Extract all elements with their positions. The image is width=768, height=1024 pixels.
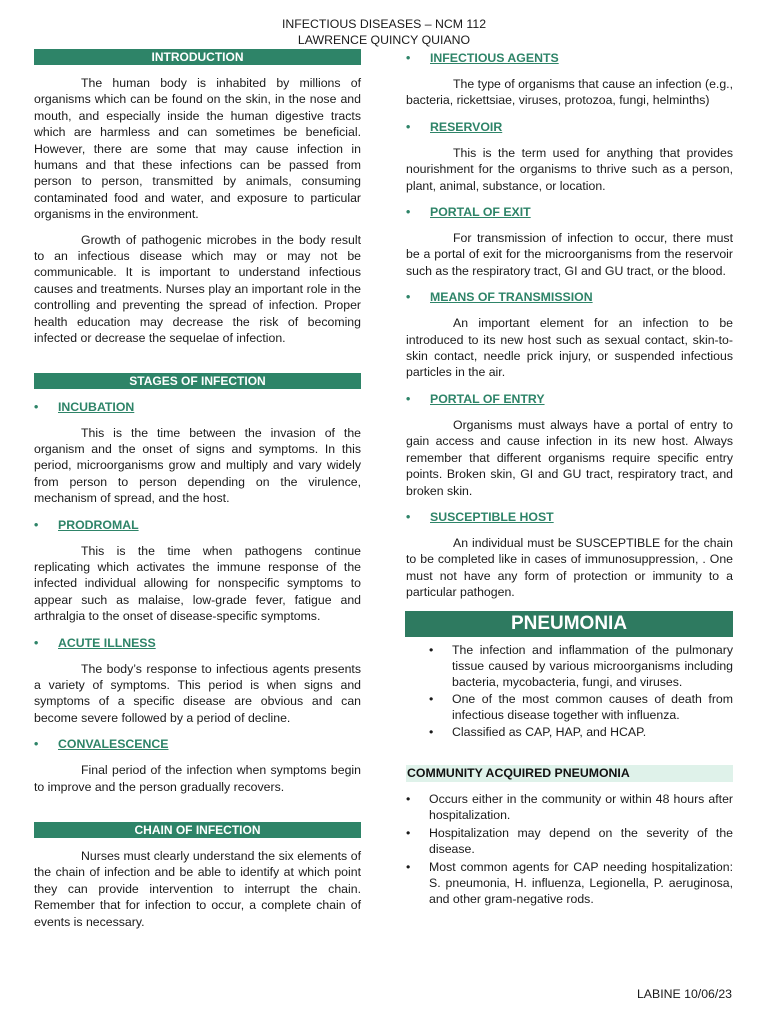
stages-heading: STAGES OF INFECTION xyxy=(34,373,361,389)
list-item: • Most common agents for CAP needing hospitalization: S. pneumonia, H. influenza, Legionella, P. aeruginosa, and other gram-negative rods. xyxy=(406,859,733,907)
element-heading-portal-of-exit: • PORTAL OF EXIT xyxy=(406,205,531,220)
bullet-icon: • xyxy=(406,205,411,220)
left-column xyxy=(34,49,361,930)
stage-text-acute-illness: The body’s response to infectious agents presents a variety of symptoms. This period is when signs and symptoms of a specific disease are obvious and can become severe followed by a period of decline. xyxy=(34,661,361,725)
element-heading-susceptible-host: • SUSCEPTIBLE HOST xyxy=(406,509,554,524)
stage-heading-incubation: • INCUBATION xyxy=(34,399,135,414)
element-heading-means-of-transmission: • MEANS OF TRANSMISSION xyxy=(406,290,593,305)
page-footer: LABINE 10/06/23 xyxy=(636,987,732,1001)
stage-heading-convalescence: • CONVALESCENCE xyxy=(34,737,169,752)
element-text-susceptible-host: An individual must be SUSCEPTIBLE for the chain to be completed like in cases of immunosuppression, . One must not have any form of protection or immunity to a particular pathogen. xyxy=(406,535,733,600)
bullet-icon: • xyxy=(34,399,39,414)
document-header xyxy=(0,16,768,48)
bullet-icon: • xyxy=(406,825,411,840)
stage-text-incubation: This is the time between the invasion of the organism and the onset of signs and symptoms. In this period, microorganisms grow and multiply and vary widely from person to person depending on the virulence, mechanism of spread, and the host. xyxy=(34,425,361,506)
bullet-icon: • xyxy=(406,119,411,134)
element-text-infectious-agents: The type of organisms that cause an infection (e.g., bacteria, rickettsiae, viruses, protozoa, fungi, helminths) xyxy=(406,77,733,108)
element-text-portal-of-exit: For transmission of infection to occur, there must be a portal of exit for the microorganisms from the reservoir such as the respiratory tract, GI and GU tract, or the blood. xyxy=(406,231,733,278)
element-heading-portal-of-entry: • PORTAL OF ENTRY xyxy=(406,391,545,406)
bullet-icon: • xyxy=(429,642,434,657)
pneumonia-heading: PNEUMONIA xyxy=(405,611,733,637)
list-item: • The infection and inflammation of the pulmonary tissue caused by various microorganisms including bacteria, mycobacteria, fungi, and viruses. xyxy=(429,642,733,690)
intro-paragraph-1: The human body is inhabited by millions of organisms which can be found on the skin, in the nose and mouth, and especially inside the human digestive tracts which are harmless and can sometimes be beneficial. However, there are some that may cause infection in humans and that these infections can be passed from person to person, transmitted by animals, consuming contaminated food and water, and exposure to particular organisms in the environment. xyxy=(34,76,361,222)
stage-text-convalescence: Final period of the infection when symptoms begin to improve and the person gradually recovers. xyxy=(34,763,361,794)
element-text-reservoir: This is the term used for anything that provides nourishment for the organisms to thrive such as a person, plant, animal, substance, or location. xyxy=(406,145,733,193)
bullet-icon: • xyxy=(429,724,434,739)
list-item: • One of the most common causes of death from infectious disease together with influenza. xyxy=(429,691,733,723)
chain-heading: CHAIN OF INFECTION xyxy=(34,822,361,838)
cap-bullet-list xyxy=(406,791,733,908)
chain-paragraph: Nurses must clearly understand the six elements of the chain of infection and be able to identify at which point they can provide intervention to interrupt the chain. Remember that for infection to occur, a complete chain of events is necessary. xyxy=(34,849,361,929)
element-text-means-of-transmission: An important element for an infection to be introduced to its new host such as sexual contact, skin-to-skin contact, needle prick injury, or suspended infectious particles in the air. xyxy=(406,316,733,380)
element-text-portal-of-entry: Organisms must always have a portal of entry to gain access and cause infection in its new host. Always remember that different organisms require specific entry points. Broken skin, GI and GU tract, respiratory tract, and broken skin. xyxy=(406,417,733,498)
bullet-icon: • xyxy=(406,791,411,806)
bullet-icon: • xyxy=(34,737,39,752)
course-title: INFECTIOUS DISEASES – NCM 112 xyxy=(281,17,487,31)
list-item: • Classified as CAP, HAP, and HCAP. xyxy=(429,724,647,739)
bullet-icon: • xyxy=(406,391,411,406)
element-heading-infectious-agents: • INFECTIOUS AGENTS xyxy=(406,51,559,65)
author-name: LAWRENCE QUINCY QUIANO xyxy=(297,33,471,47)
right-column xyxy=(406,49,733,908)
stage-heading-prodromal: • PRODROMAL xyxy=(34,517,139,532)
stage-text-prodromal: This is the time when pathogens continue replicating which activates the immune response of the infected individual allowing for nonspecific symptoms to appear such as malaise, low-grade fever, fatigue and arthralgia to the onset of disease-specific symptoms. xyxy=(34,543,361,624)
pneumonia-bullet-list xyxy=(406,642,733,740)
bullet-icon: • xyxy=(34,635,39,650)
intro-paragraph-2: Growth of pathogenic microbes in the body result to an infectious disease which may or may not be communicable. It is important to understand infectious causes and treatments. Nurses play an important role in the controlling and preventing the spread of infection. Proper health education may decrease the risk of becoming infected or decrease the sequelae of infection. xyxy=(34,232,361,346)
element-heading-reservoir: • RESERVOIR xyxy=(406,119,503,134)
bullet-icon: • xyxy=(34,517,39,532)
stage-heading-acute-illness: • ACUTE ILLNESS xyxy=(34,635,156,650)
bullet-icon: • xyxy=(406,859,411,874)
cap-heading: COMMUNITY ACQUIRED PNEUMONIA xyxy=(406,765,733,782)
bullet-icon: • xyxy=(406,509,411,524)
list-item: • Hospitalization may depend on the severity of the disease. xyxy=(406,825,733,857)
bullet-icon: • xyxy=(406,290,411,305)
introduction-heading: INTRODUCTION xyxy=(34,49,361,65)
list-item: • Occurs either in the community or within 48 hours after hospitalization. xyxy=(406,791,733,823)
bullet-icon: • xyxy=(429,691,434,706)
bullet-icon: • xyxy=(406,51,411,65)
